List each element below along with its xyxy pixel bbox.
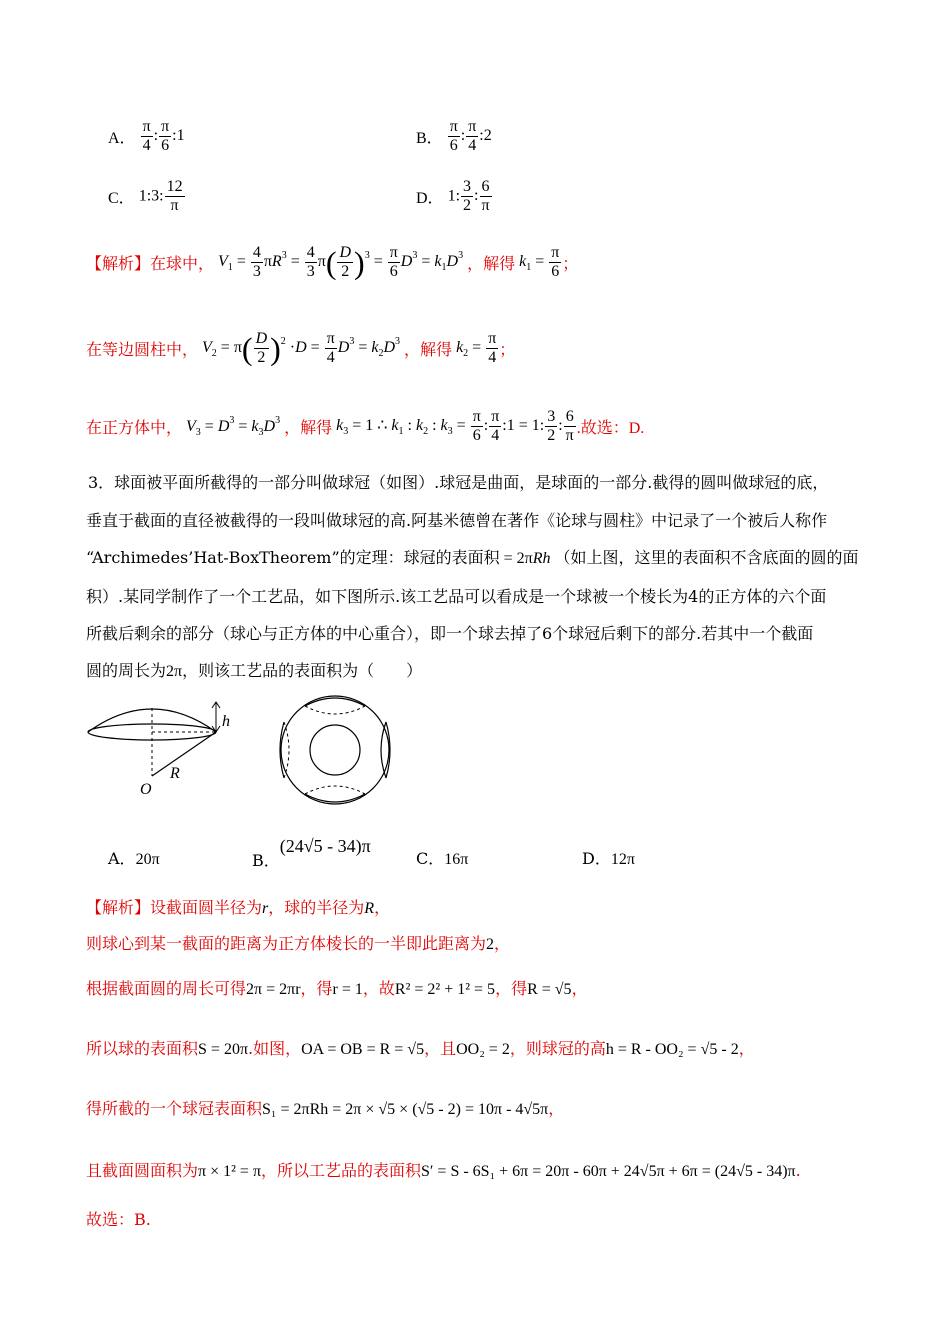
option-a-label: A． [108, 130, 136, 147]
option-c-value: 16π [444, 851, 469, 868]
frac-3-2: $\frac{3}{2}$ [463, 178, 472, 214]
q2-option-d[interactable]: D． 1: $\frac{3}{2}$ : $\frac{6}{\pi}$ [416, 178, 490, 214]
frac-6-pi: $\frac{6}{\pi}$ [481, 178, 490, 214]
option-b-label: B． [416, 130, 443, 147]
solution-tag: 【解析】 [86, 898, 151, 917]
q3-solution-line-3: 根据截面圆的周长可得2π = 2πr，得r = 1，故R² = 2² + 1² = 5，得R = √5， [86, 979, 588, 998]
label-h: h [222, 713, 230, 730]
option-d-head: 1: [447, 187, 461, 205]
frac-pi-4: $\frac{\pi}{4}$ [142, 118, 151, 154]
option-d-label: D． [416, 190, 444, 207]
k1-value: $k_1$ = $\frac{\pi}{6}$ [519, 244, 560, 280]
q3-option-d[interactable]: D．12π [582, 849, 635, 868]
q2-solution-line-2: 在等边圆柱中， $V_2 = \pi$( $\frac{D}{2}$ )$^2$ ·D = $\frac{\pi}{4}$ $D^3 = k_2D^3$ ，解得 $k_2$ = $\frac{\pi}{4}$ ； [86, 330, 516, 367]
frac-pi-6: $\frac{\pi}{6}$ [161, 118, 170, 154]
q3-option-b[interactable]: B．(24√5 - 34)π [252, 836, 371, 870]
label-O: O [140, 781, 152, 798]
solution-tag: 【解析】 [86, 256, 151, 273]
option-c-label: C． [108, 190, 135, 207]
label-R: R [170, 765, 180, 782]
q3-solution-answer: 故选：B. [86, 1210, 151, 1229]
q3-line-6: 圆的周长为2π，则该工艺品的表面积为（ ） [86, 661, 423, 680]
sphere-volume-formula: $V_1$ = $\frac{4}{3}$ $\pi R^3$ = $\frac{4}{3}$ π( $\frac{D}{2}$ )$^3$ = $\frac{\pi}{6}$ $D^3 = k_1D^3$ [218, 244, 464, 281]
q3-solution-line-4: 所以球的表面积S = 20π.如图，OA = OB = R = √5，且OO₂ = 2，则球冠的高h = R - OO₂ = √5 - 2， [86, 1039, 755, 1058]
hat-box-formula: = 2πRh [499, 550, 551, 567]
k-ratio: $k_3 = 1$ ∴ $k_1$ : $k_2$ : $k_3$ = $\frac{\pi}{6}$ : $\frac{\pi}{4}$ :1 = 1: $\frac{3}{2}$ : $\frac{6}{\pi}$ [336, 408, 574, 444]
option-a-value: 20π [135, 851, 160, 868]
q3-line-4: 积）.某同学制作了一个工艺品，如下图所示.该工艺品可以看成是一个球被一个棱长为4的正方体的六个面 [86, 587, 827, 606]
frac-pi-6: $\frac{\pi}{6}$ [449, 118, 458, 154]
q3-option-a[interactable]: A．20π [108, 849, 160, 868]
option-b-value: (24√5 - 34)π [279, 836, 371, 856]
frac-12-pi: $\frac{12}{\pi}$ [166, 178, 183, 214]
q3-line-2: 垂直于截面的直径被截得的一段叫做球冠的高.阿基米德曾在著作《论球与圆柱》中记录了一个被后人称作 [86, 511, 828, 530]
q3-line-1: 3．球面被平面所截得的一部分叫做球冠（如图）.球冠是曲面，是球面的一部分.截得的圆叫做球冠的底， [88, 473, 829, 492]
option-d-value: 12π [610, 851, 635, 868]
q2-solution-line-3: 在正方体中， $V_3 = D^3 = k_3D^3$ ，解得 $k_3 = 1$ ∴ $k_1$ : $k_2$ : $k_3$ = $\frac{\pi}{6}$ : $\frac{\pi}{4}$ :1 = 1: $\frac{3}{2}$ : $\frac{6}{\pi}$ .故选：D. [86, 408, 645, 444]
cylinder-volume-formula: $V_2 = \pi$( $\frac{D}{2}$ )$^2$ ·D = $\frac{\pi}{4}$ $D^3 = k_2D^3$ [202, 330, 401, 367]
circumference-value: 2π [166, 663, 183, 680]
q2-solution-line-1: 【解析】在球中， $V_1$ = $\frac{4}{3}$ $\pi R^3$ = $\frac{4}{3}$ π( $\frac{D}{2}$ )$^3$ = $\frac{\pi}{6}$ $D^3 = k_1D^3$ ，解得 $k_1$ = $\frac{\pi}{6}$ ； [86, 244, 579, 281]
q2-option-a[interactable]: A． $\frac{\pi}{4}$ : $\frac{\pi}{6}$ :1 [108, 118, 185, 154]
frac-pi-4: $\frac{\pi}{4}$ [468, 118, 477, 154]
q3-solution-line-1: 【解析】设截面圆半径为r，球的半径为R， [86, 898, 391, 917]
cube-volume-formula: $V_3 = D^3 = k_3D^3$ [186, 415, 281, 438]
q2-option-c[interactable] [108, 178, 186, 215]
craft-sphere-figure [276, 694, 396, 806]
q3-line-5: 所截后剩余的部分（球心与正方体的中心重合），即一个球去掉了6个球冠后剩下的部分.若其中一个截面 [86, 624, 814, 643]
option-a-tail: :1 [172, 127, 185, 145]
q3-solution-line-2: 则球心到某一截面的距离为正方体棱长的一半即此距离为2， [86, 934, 511, 953]
q3-option-c[interactable]: C．16π [416, 849, 469, 868]
spherical-cap-figure [84, 698, 244, 800]
q3-solution-line-5: 得所截的一个球冠表面积S₁ = 2πRh = 2π × √5 × (√5 - 2) = 10π - 4√5π， [86, 1099, 565, 1118]
k2-value: $k_2$ = $\frac{\pi}{4}$ [456, 330, 497, 366]
q3-solution-line-6: 且截面圆面积为π × 1² = π，所以工艺品的表面积S′ = S - 6S₁ + 6π = 20π - 60π + 24√5π + 6π = (24√5 - 34)π. [86, 1161, 801, 1180]
option-b-tail: :2 [479, 127, 492, 145]
option-c-head: 1:3: [138, 187, 164, 205]
q3-line-3: “Archimedes’Hat-BoxTheorem”的定理：球冠的表面积 = 2πRh （如上图，这里的表面积不含底面的圆的面 [86, 548, 859, 567]
q2-option-b[interactable]: B． $\frac{\pi}{6}$ : $\frac{\pi}{4}$ :2 [416, 118, 492, 154]
